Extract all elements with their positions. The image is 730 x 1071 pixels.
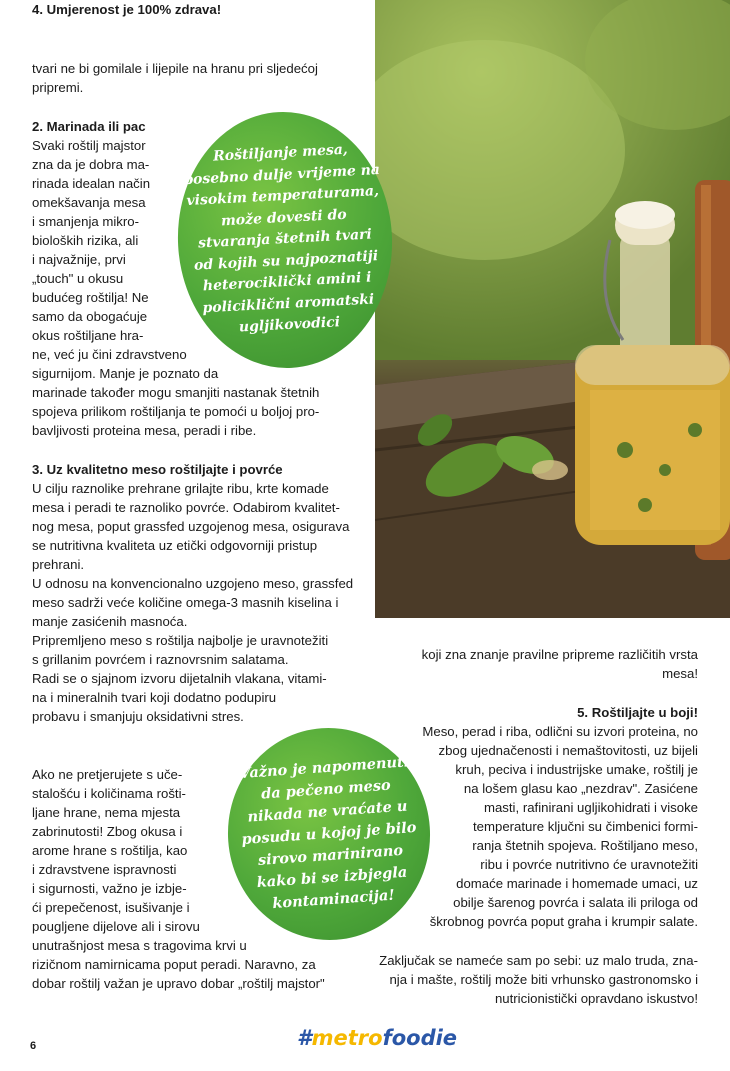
left-col-line: Radi se o sjajnom izvoru dijetalnih vlakana, vitami-	[32, 671, 327, 686]
left-col-line: dobar roštilj važan je upravo dobar „roštilj majstor"	[32, 976, 325, 991]
left-col-line: prehrani.	[32, 557, 85, 572]
left-col-line: se nutritivna kvaliteta uz etički odgovorniji pristup	[32, 538, 318, 553]
left-col-line: pougljene dijelove ali i sirovu	[32, 919, 200, 934]
quote-circle-contamination	[221, 721, 437, 947]
right-col-line: domaće marinade i homemade umaci, uz	[456, 876, 698, 891]
right-col-line: 5. Roštiljajte u boji!	[577, 705, 698, 720]
left-col-line: i zdravstvene ispravnosti	[32, 862, 177, 877]
left-col-line: ći prepečenost, isušivanje i	[32, 900, 190, 915]
left-col-line: tvari ne bi gomilale i lijepile na hranu pri sljedećoj	[32, 61, 318, 76]
right-col-line: nutricionistički opravdano iskustvo!	[494, 991, 698, 1006]
left-col-line: budućeg roštilja! Ne	[32, 290, 149, 305]
right-col-line: kruh, peciva i industrijske umake, roštilj je	[455, 762, 698, 777]
left-col-line: samo da obogaćuje	[32, 309, 148, 324]
metrofoodie-logo	[297, 1026, 457, 1050]
left-col-line: stalošću i količinama rošti-	[32, 786, 186, 801]
marinade-bottle-photo	[375, 0, 730, 618]
left-col-line: 3. Uz kvalitetno meso roštiljajte i povrće	[32, 462, 283, 477]
quote-line: visokim temperaturama,	[186, 183, 380, 210]
right-col-line: koji zna znanje pravilne pripreme različitih vrsta	[421, 647, 698, 662]
quote-line: kontaminacija!	[271, 886, 396, 913]
quote-line: može dovesti do	[220, 206, 348, 230]
quote-line: ugljikovodici	[238, 314, 341, 336]
quote-line: stvaranja štetnih tvari	[197, 226, 373, 252]
quote-line: sirovo marinirano	[257, 841, 404, 869]
left-col-line: zabrinutosti! Zbog okusa i	[32, 824, 183, 839]
quote-line: Važno je napomenuti	[239, 753, 410, 783]
right-col-line: nja i mašte, roštilj može biti vrhunsko gastronomsko i	[389, 972, 698, 987]
left-col-line: „touch" u okusu	[32, 271, 124, 286]
right-col-line: škrobnog povrća poput graha i krumpir salate.	[429, 914, 698, 929]
left-col-line: meso sadrži veće količine omega-3 masnih kiselina i	[32, 595, 339, 610]
right-col-line: Zaključak se nameće sam po sebi: uz malo truda, zna-	[379, 953, 698, 968]
left-col-line: ne, već ju čini zdravstveno	[32, 347, 187, 362]
right-col-line: ribu i povrće nutritivno će uravnotežiti	[480, 857, 698, 872]
left-col-line: i sigurnosti, važno je izbje-	[32, 881, 187, 896]
right-col-line: mesa!	[662, 666, 698, 681]
left-col-line: nog mesa, poput grassfed uzgojenog mesa, osigurava	[32, 519, 350, 534]
left-col-line: spojeva prilikom roštiljanja te pomoći u boljoj pro-	[32, 404, 320, 419]
left-col-line: 4. Umjerenost je 100% zdrava!	[32, 2, 222, 17]
left-col-line: bioloških rizika, ali	[32, 233, 139, 248]
logo-metro: metro	[311, 1026, 383, 1050]
left-col-line: na i mineralnih tvari koji dodatno podupiru	[32, 690, 277, 705]
left-col-line: mesa i peradi te raznoliko povrće. Odabirom kvalitet-	[32, 500, 340, 515]
left-col-line: Ako ne pretjerujete s uče-	[32, 767, 183, 782]
quote-line: Roštiljanje mesa,	[212, 141, 349, 165]
right-col-line: zbog ujednačenosti i nemaštovitosti, uz bijeli	[438, 743, 698, 758]
quote-line: heterociklički amini i	[202, 269, 372, 295]
left-col-line: s grillanim povrćem i raznovrsnim salatama.	[32, 652, 289, 667]
quote-line: kako bi se izbjegla	[256, 863, 408, 892]
left-col-line: U cilju raznolike prehrane grilajte ribu, krte komade	[32, 481, 329, 496]
photo-illustration	[375, 0, 730, 618]
left-col-line: Pripremljeno meso s roštilja najbolje je uravnotežiti	[32, 633, 329, 648]
left-col-line: zna da je dobra ma-	[32, 157, 150, 172]
quote-circle-grilling-risks	[171, 107, 398, 374]
left-col-line: arome hrane s roštilja, kao	[32, 843, 188, 858]
left-col-line: marinade također mogu smanjiti nastanak štetnih	[32, 385, 320, 400]
left-col-line: i smanjenja mikro-	[32, 214, 139, 229]
left-col-line: probavu i smanjuju oksidativni stres.	[32, 709, 244, 724]
left-col-line: unutrašnjost mesa s tragovima krvi u	[32, 938, 247, 953]
quote-line: policiklični aromatski	[202, 291, 375, 317]
quote-line: da pečeno meso	[260, 776, 392, 803]
left-col-line: 2. Marinada ili pac	[32, 119, 146, 134]
left-col-line: rizičnom namirnicama poput peradi. Naravno, za	[32, 957, 316, 972]
right-col-line: ranja štetnih spojeva. Roštiljano meso,	[472, 838, 698, 853]
right-col-line: temperature ključni su čimbenici formi-	[473, 819, 698, 834]
quote-line: posebno dulje vrijeme na	[182, 161, 381, 188]
logo-hash: #	[297, 1026, 312, 1050]
left-col-line: bavljivosti proteina mesa, peradi i ribe.	[32, 423, 257, 438]
right-col-line: na lošem glasu kao „nezdrav". Zasićene	[463, 781, 698, 796]
left-col-line: rinada idealan način	[32, 176, 151, 191]
left-col-line: Svaki roštilj majstor	[32, 138, 146, 153]
left-col-line: okus roštiljane hra-	[32, 328, 144, 343]
quote-line: od kojih su najpoznatiji	[193, 247, 379, 274]
right-col-line: masti, rafinirani ugljikohidrati i visoke	[483, 800, 698, 815]
left-col-line: i najvažnije, prvi	[32, 252, 126, 267]
right-col-line: obilje šarenog povrća i salata ili priloga od	[453, 895, 698, 910]
left-col-line: pripremi.	[32, 80, 84, 95]
quote-line: posudu u kojoj je bilo	[241, 818, 417, 849]
left-col-line: U odnosu na konvencionalno uzgojeno meso, grassfed	[32, 576, 354, 591]
quote-line: nikada ne vraćate u	[246, 797, 408, 826]
left-col-line: omekšavanja mesa	[32, 195, 146, 210]
left-col-line: ljane hrane, nema mjesta	[32, 805, 181, 820]
left-col-line: manje zasićenih masnoća.	[32, 614, 188, 629]
right-col-line: Meso, perad i riba, odlični su izvori proteina, no	[422, 724, 698, 739]
page-number: 6	[30, 1040, 37, 1052]
left-col-line: sigurnijom. Manje je poznato da	[32, 366, 219, 381]
logo-foodie: foodie	[382, 1026, 458, 1050]
